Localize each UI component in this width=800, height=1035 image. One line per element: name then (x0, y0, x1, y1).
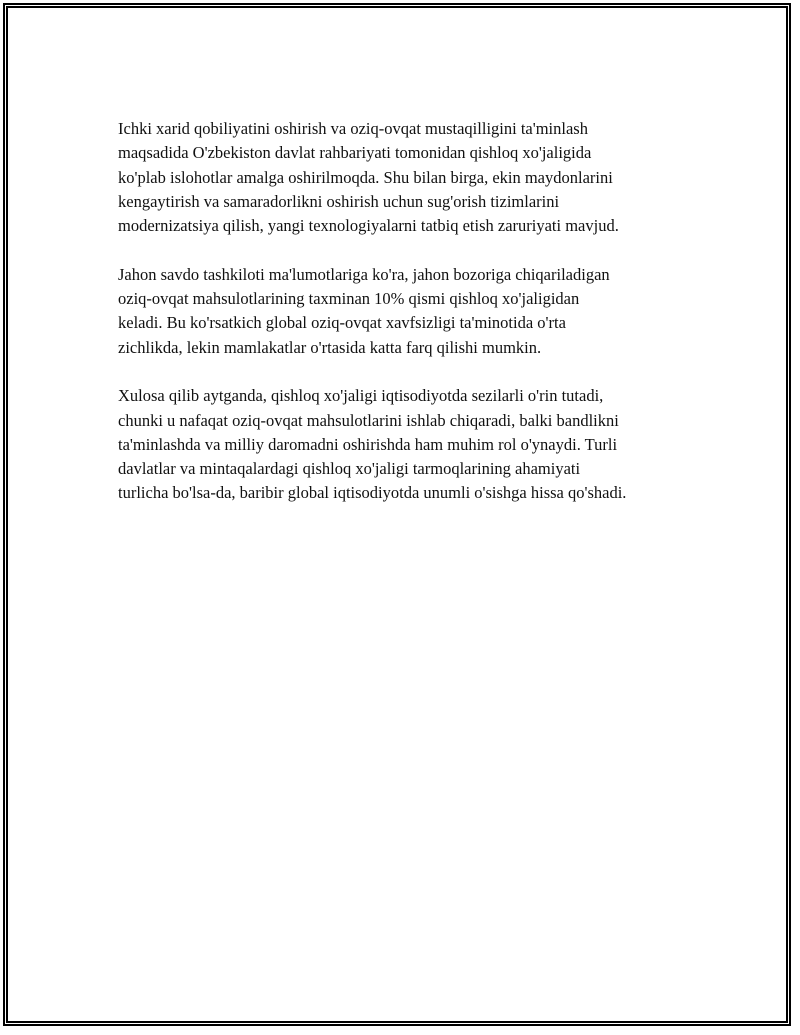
text-line: chunki u nafaqat oziq-ovqat mahsulotlarini ishlab chiqaradi, balki bandlikni (118, 410, 619, 430)
text-line: davlatlar va mintaqalardagi qishloq xo'jaligi tarmoqlarining ahamiyati (118, 459, 581, 479)
text-line: zichlikda, lekin mamlakatlar o'rtasida katta farq qilishi mumkin. (118, 337, 542, 357)
text-line: modernizatsiya qilish, yangi texnologiyalarni tatbiq etish zaruriyati mavjud. (118, 216, 619, 236)
document-body (118, 117, 708, 530)
text-line: keladi. Bu ko'rsatkich global oziq-ovqat xavfsizligi ta'minotida o'rta (118, 313, 566, 333)
paragraph-conclusion (118, 384, 708, 505)
text-line: kengaytirish va samaradorlikni oshirish uchun sug'orish tizimlarini (118, 191, 560, 211)
text-line: Xulosa qilib aytganda, qishloq xo'jaligi iqtisodiyotda sezilarli o'rin tutadi, (118, 386, 604, 406)
paragraph-wto (118, 263, 708, 360)
text-line: turlicha bo'lsa-da, baribir global iqtisodiyotda unumli o'sishga hissa qo'shadi. (118, 483, 627, 503)
text-line: ko'plab islohotlar amalga oshirilmoqda. Shu bilan birga, ekin maydonlarini (118, 167, 613, 187)
paragraph-intro (118, 117, 708, 238)
text-line: Jahon savdo tashkiloti ma'lumotlariga ko'ra, jahon bozoriga chiqariladigan (118, 264, 610, 284)
text-line: oziq-ovqat mahsulotlarining taxminan 10% qismi qishloq xo'jaligidan (118, 289, 580, 309)
text-line: maqsadida O'zbekiston davlat rahbariyati tomonidan qishloq xo'jaligida (118, 143, 592, 163)
text-line: Ichki xarid qobiliyatini oshirish va oziq-ovqat mustaqilligini ta'minlash (118, 119, 588, 138)
text-line: ta'minlashda va milliy daromadni oshirishda ham muhim rol o'ynaydi. Turli (118, 434, 618, 454)
